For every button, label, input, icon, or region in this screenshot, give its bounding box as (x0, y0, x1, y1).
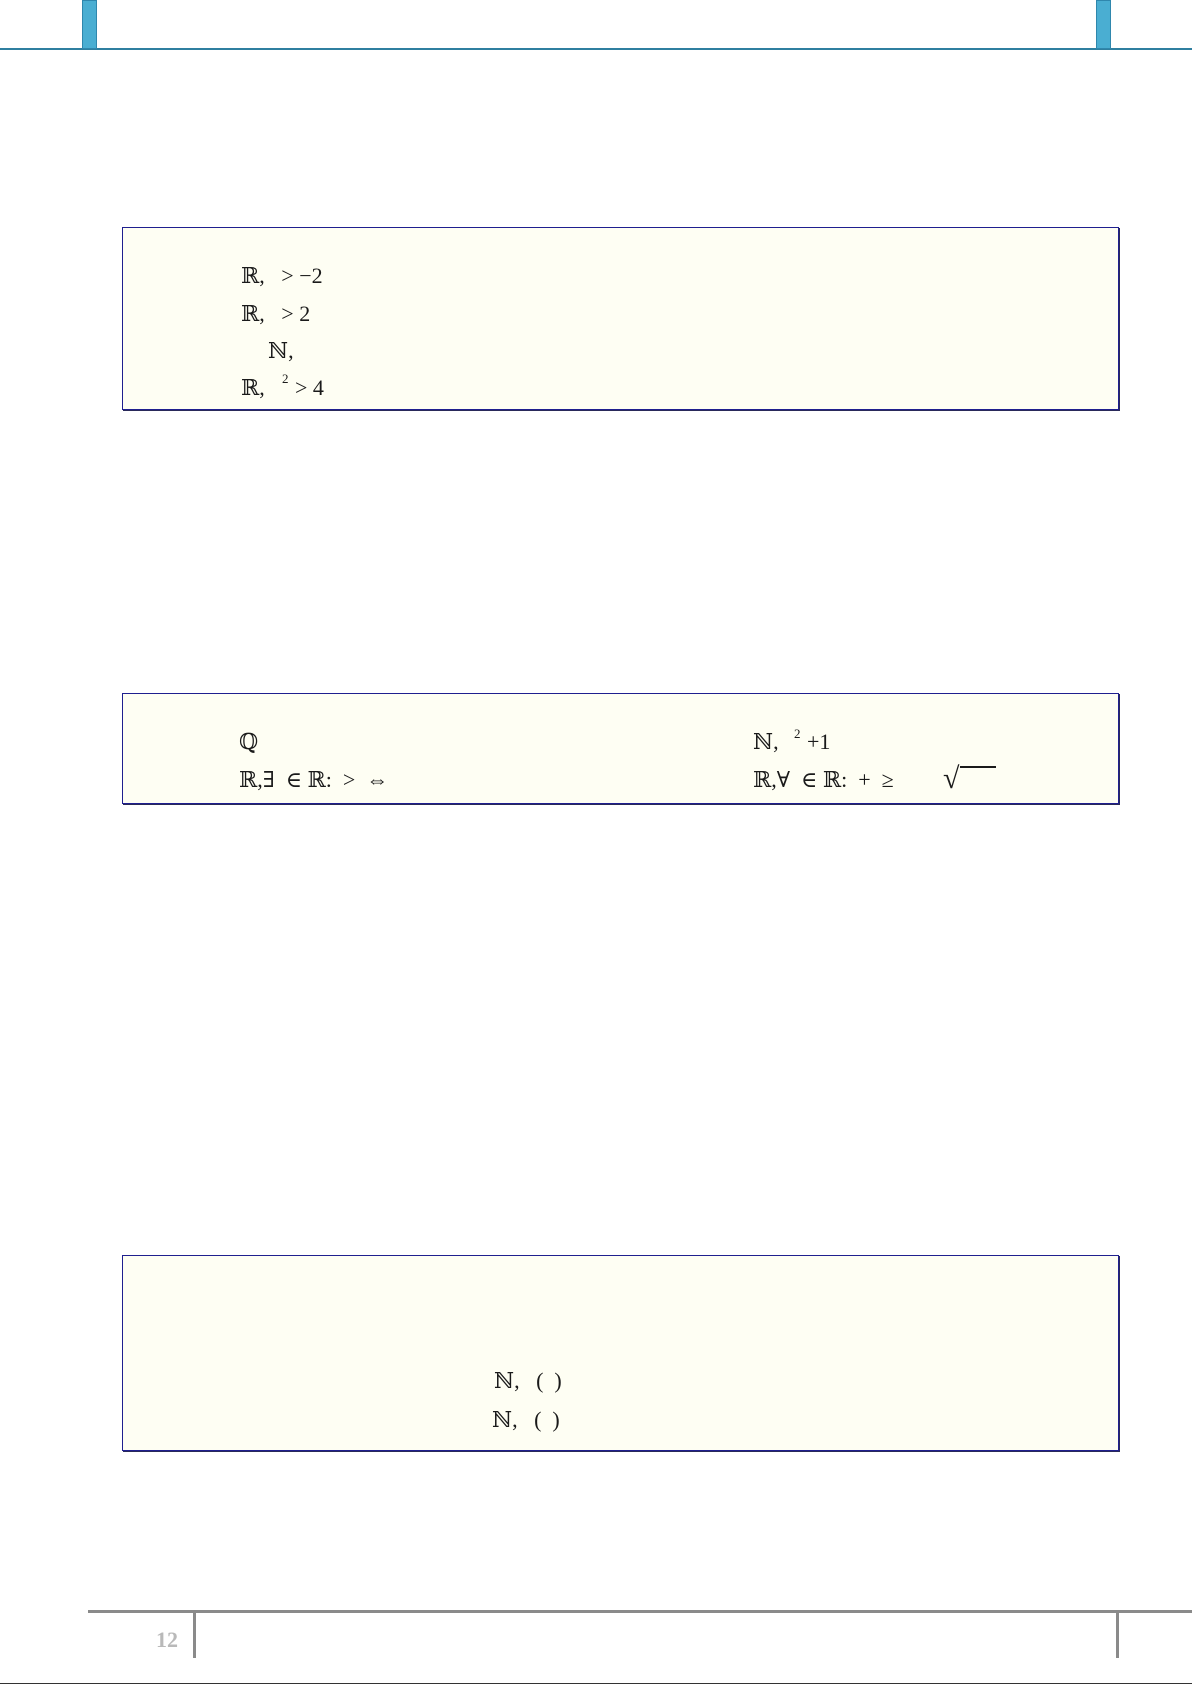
formula-line: ℕ, (268, 338, 294, 363)
formula-right: +1 (807, 729, 831, 754)
formula-left: ℚ (239, 729, 259, 754)
header-rule (0, 48, 1192, 50)
superscript: 2 (794, 726, 801, 741)
footer-rule (88, 1610, 1192, 1613)
formula-right: ℝ,∀ ∈ ℝ: + ≥ (753, 767, 894, 792)
page-number: 12 (156, 1627, 178, 1652)
exercise-box-3 (122, 1255, 1119, 1451)
header-tab-right (1096, 0, 1111, 49)
exercise-box-2 (122, 693, 1119, 804)
header-tab-left (82, 0, 97, 49)
formula-line: ℝ, (241, 375, 265, 400)
footer-separator-right (1116, 1610, 1119, 1658)
bottom-rule (0, 1683, 1192, 1684)
footer-separator-left (193, 1610, 196, 1658)
formula-line: ℝ, > 2 (241, 301, 311, 326)
formula-line: > 4 (295, 375, 324, 400)
formula-line: ℕ, ( ) (494, 1368, 562, 1393)
sqrt-vinculum (960, 766, 996, 768)
formula-left: ℝ,∃ ∈ ℝ: > ⇔ (239, 767, 389, 792)
superscript: 2 (282, 371, 289, 386)
formula-right: ℕ, (753, 729, 779, 754)
formula-line: ℝ, > −2 (241, 263, 323, 288)
exercise-box-1 (122, 227, 1119, 410)
sqrt-symbol: √ (943, 762, 960, 795)
formula-line: ℕ, ( ) (492, 1407, 560, 1432)
